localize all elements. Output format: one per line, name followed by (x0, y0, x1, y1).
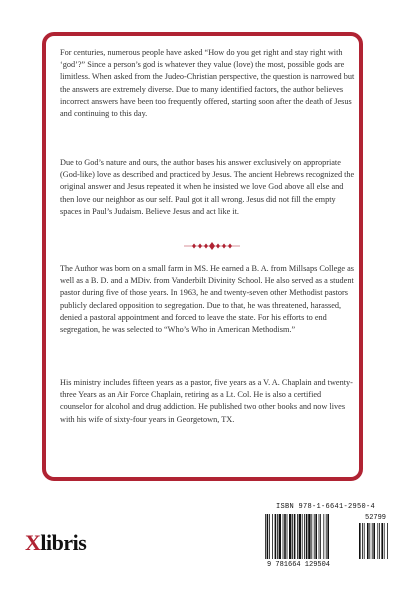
barcode-area (261, 503, 390, 573)
publisher-logo-rest: libris (40, 530, 87, 555)
barcode-digits: 9 781664 129504 (267, 561, 331, 569)
author-bio-paragraph-2: His ministry includes fifteen years as a pastor, five years as a V. A. Chaplain and twenty- three Years as an Air Force Chaplain, retiring as a Lt. Col. He is also a certified counselor for alcohol and drug addiction. He published two other books and now lives with his wife of sixty-four years in Georgetown, TX. (60, 378, 353, 424)
isbn-label: ISBN 978-1-6641-2950-4 (275, 503, 375, 511)
publisher-logo (25, 530, 86, 556)
divider-ornament (184, 241, 240, 251)
publisher-logo-x: X (25, 530, 41, 555)
author-bio-paragraph-1: The Author was born on a small farm in MS. He earned a B. A. from Millsaps College as well as a B. D. and a MDiv. from Vanderbilt Divinity School. He also served as a student pastor during five of those years. In 1963, he and twenty-seven other Methodist pastors publicly declared opposition to segregation. Due to that, he was threatened, harassed, denied a pastoral appointment and forced to leave the state. For his efforts to end segregation, he was selected to “Who’s Who in American Methodism.” (60, 264, 354, 335)
price-code: 52799 (365, 514, 387, 522)
synopsis-paragraph-2: Due to God’s nature and ours, the author bases his answer exclusively on appropriate (God-like) love as described and practiced by Jesus. The ancient Hebrews recognized the original answer and Jesus repeated it when he insisted we love God above all else and then love our neighbor as our self. Paul got it all wrong. Jesus did not fill the empty spaces in Paul’s Judaism. Believe Jesus and act like it. (60, 158, 355, 216)
synopsis-paragraph-1: For centuries, numerous people have asked “How do you get right and stay right with ‘god’?” Since a person’s god is whatever they value (love) the most, possible gods are limitless. When asked from the Judeo-Christian perspective, the question is narrowed but the answers are extremely diverse. Due to many identified factors, the author believes incorrect answers have been too frequently offered, starting soon after the death of Jesus and continuing to this day. (60, 48, 355, 119)
